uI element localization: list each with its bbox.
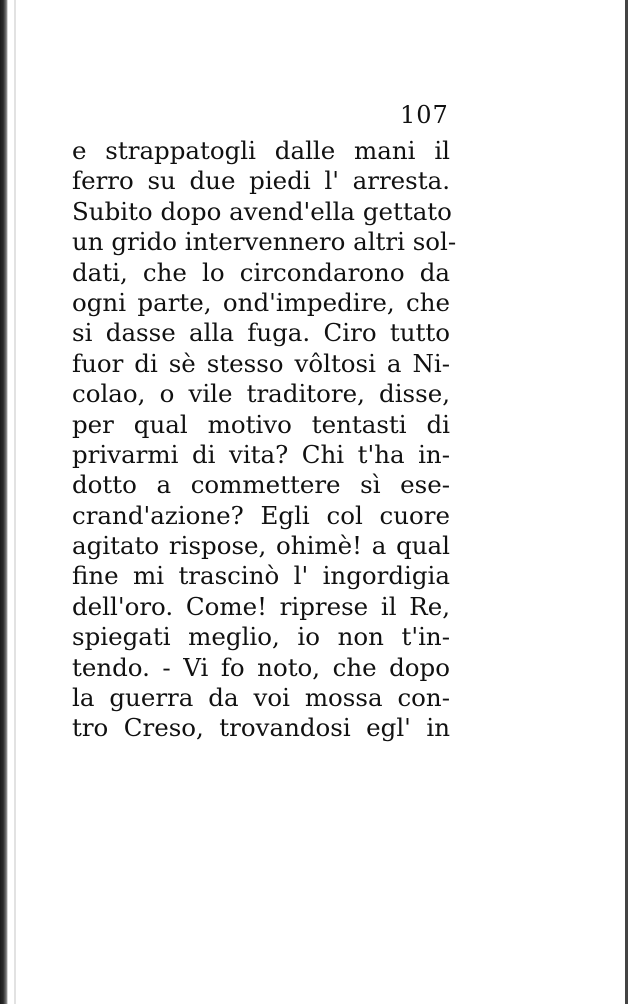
text-line: Subito dopo avend'ella gettato <box>72 196 452 226</box>
text-line: ogni parte, ond'impedire, che <box>72 287 450 317</box>
body-text <box>72 136 457 744</box>
text-line: fuor di sè stesso vôltosi a Ni- <box>72 348 450 378</box>
text-line: crand'azione? Egli col cuore <box>72 500 450 530</box>
text-line: tendo. - Vi fo noto, che dopo <box>72 652 450 682</box>
text-line: ferro su due piedi l' arresta. <box>72 166 450 196</box>
page-gutter-shadow <box>14 0 16 1004</box>
text-line: agitato rispose, ohimè! a qual <box>72 531 450 561</box>
text-line: dell'oro. Come! riprese il Re, <box>72 591 450 621</box>
text-line: dotto a commettere sì ese- <box>72 470 450 500</box>
text-line: privarmi di vita? Chi t'ha in- <box>72 439 450 469</box>
text-line: per qual motivo tentasti di <box>72 409 450 439</box>
book-binding-edge <box>0 0 8 1004</box>
text-line: dati, che lo circondarono da <box>72 257 450 287</box>
text-line: si dasse alla fuga. Ciro tutto <box>72 318 450 348</box>
text-line: la guerra da voi mossa con- <box>72 683 450 713</box>
text-line: spiegati meglio, io non t'in- <box>72 622 450 652</box>
page-number: 107 <box>400 101 449 129</box>
text-line: colao, o vile traditore, disse, <box>72 379 450 409</box>
text-line: tro Creso, trovandosi egl' in <box>72 713 450 743</box>
text-line: fine mi trascinò l' ingordigia <box>72 561 450 591</box>
text-line: un grido intervennero altri sol- <box>72 227 457 257</box>
text-line: e strappatogli dalle mani il <box>72 136 450 165</box>
